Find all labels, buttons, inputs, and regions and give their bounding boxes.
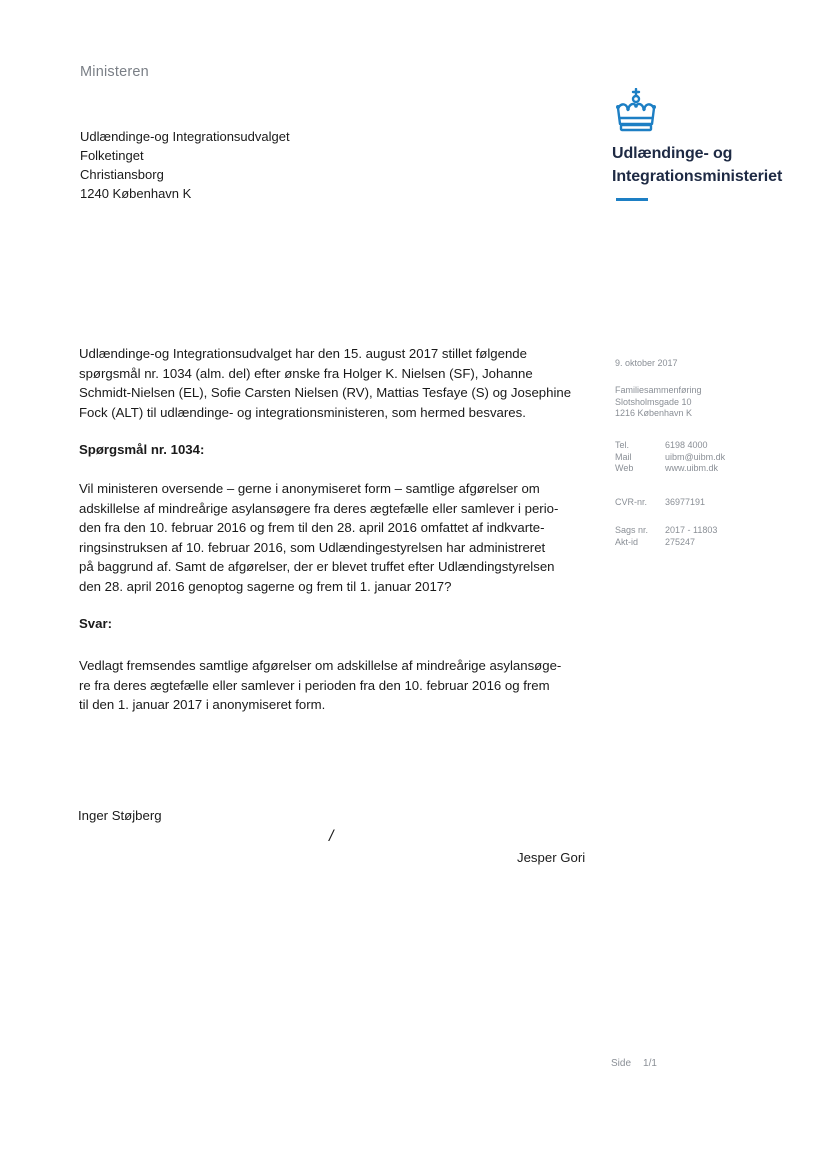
contact-label: Web (615, 463, 634, 473)
case-id-label: Akt-id (615, 536, 639, 547)
case-ids (615, 525, 717, 548)
question-paragraph (79, 479, 599, 596)
page-number (611, 1058, 669, 1069)
question-heading: Spørgsmål nr. 1034: (79, 442, 205, 457)
recipient-address (80, 127, 290, 203)
text-line: ringsinstruksen af 10. februar 2016, som Udlændingestyrelsen har administreret (79, 539, 546, 555)
text-line: adskillelse af mindreårige asylansøgere fra deres ægtefælle eller samlever i perio- (79, 500, 559, 516)
text-line: Vil ministeren oversende – gerne i anonymiseret form – samtlige afgørelser om (79, 481, 540, 496)
text-line: den fra den 10. februar 2016 og frem til den 28. april 2016 omfattet af indkvarte- (79, 520, 545, 535)
office-address (615, 385, 702, 420)
text-line: den 28. april 2016 genoptog sagerne og frem til 1. januar 2017? (79, 578, 452, 594)
intro-paragraph (79, 344, 599, 422)
signature-separator: / (329, 828, 334, 845)
ministry-name-line: Integrationsministeriet (612, 168, 783, 185)
page-label: Side (611, 1058, 632, 1069)
page-value: 1/1 (643, 1058, 657, 1069)
case-id-value: 275247 (665, 536, 696, 547)
address-line: Udlændinge-og Integrationsudvalget (80, 129, 290, 144)
cvr-value: 36977191 (665, 497, 706, 507)
sender-title: Ministeren (80, 64, 149, 80)
contact-row (615, 452, 725, 464)
contact-label: Tel. (615, 440, 630, 450)
case-id-value: 2017 - 11803 (665, 525, 718, 535)
answer-heading: Svar: (79, 616, 112, 631)
text-line: på baggrund af. Samt de afgørelser, der er blevet truffet efter Udlændingstyrelsen (79, 559, 555, 574)
contact-value: 6198 4000 (665, 440, 708, 450)
text-line: Schmidt-Nielsen (EL), Sofie Carsten Nielsen (RV), Mattias Tesfaye (S) og Josephine (79, 385, 572, 400)
cvr-number (615, 497, 705, 509)
office-address-line: 1216 København K (615, 408, 693, 418)
contact-info (615, 440, 725, 475)
ministry-name-line: Udlændinge- og (612, 145, 733, 162)
contact-value: uibm@uibm.dk (665, 451, 726, 462)
address-line: 1240 København K (80, 186, 192, 201)
case-id-row (615, 525, 717, 537)
case-id-row (615, 537, 717, 549)
office-address-line: Familiesammenføring (615, 385, 702, 395)
text-line: Vedlagt fremsendes samtlige afgørelser om adskillelse af mindreårige asylansøge- (79, 658, 562, 673)
signature-minister: Inger Støjberg (78, 808, 162, 823)
cvr-label: CVR-nr. (615, 497, 648, 507)
text-line: Fock (ALT) til udlændinge- og integrationsministeren, som hermed besvares. (79, 404, 526, 420)
crown-icon (614, 88, 658, 132)
address-line: Folketinget (80, 148, 144, 163)
contact-row (615, 463, 725, 475)
office-address-line: Slotsholmsgade 10 (615, 396, 692, 407)
ministry-logo (612, 88, 782, 201)
letter-date: 9. oktober 2017 (615, 358, 678, 368)
address-line: Christiansborg (80, 167, 164, 182)
contact-label: Mail (615, 451, 632, 462)
contact-row (615, 440, 725, 452)
answer-paragraph (79, 656, 599, 715)
logo-accent-line (616, 198, 648, 201)
text-line: til den 1. januar 2017 i anonymiseret form. (79, 697, 326, 712)
contact-value: www.uibm.dk (665, 463, 719, 473)
text-line: Udlændinge-og Integrationsudvalget har den 15. august 2017 stillet følgende (79, 346, 527, 361)
case-id-label: Sags nr. (615, 525, 649, 535)
text-line: re fra deres ægtefælle eller samlever i perioden fra den 10. februar 2016 og frem (79, 677, 550, 693)
signature-official: Jesper Gori (517, 850, 586, 865)
ministry-name (612, 142, 782, 188)
text-line: spørgsmål nr. 1034 (alm. del) efter ønske fra Holger K. Nielsen (SF), Johanne (79, 365, 533, 381)
